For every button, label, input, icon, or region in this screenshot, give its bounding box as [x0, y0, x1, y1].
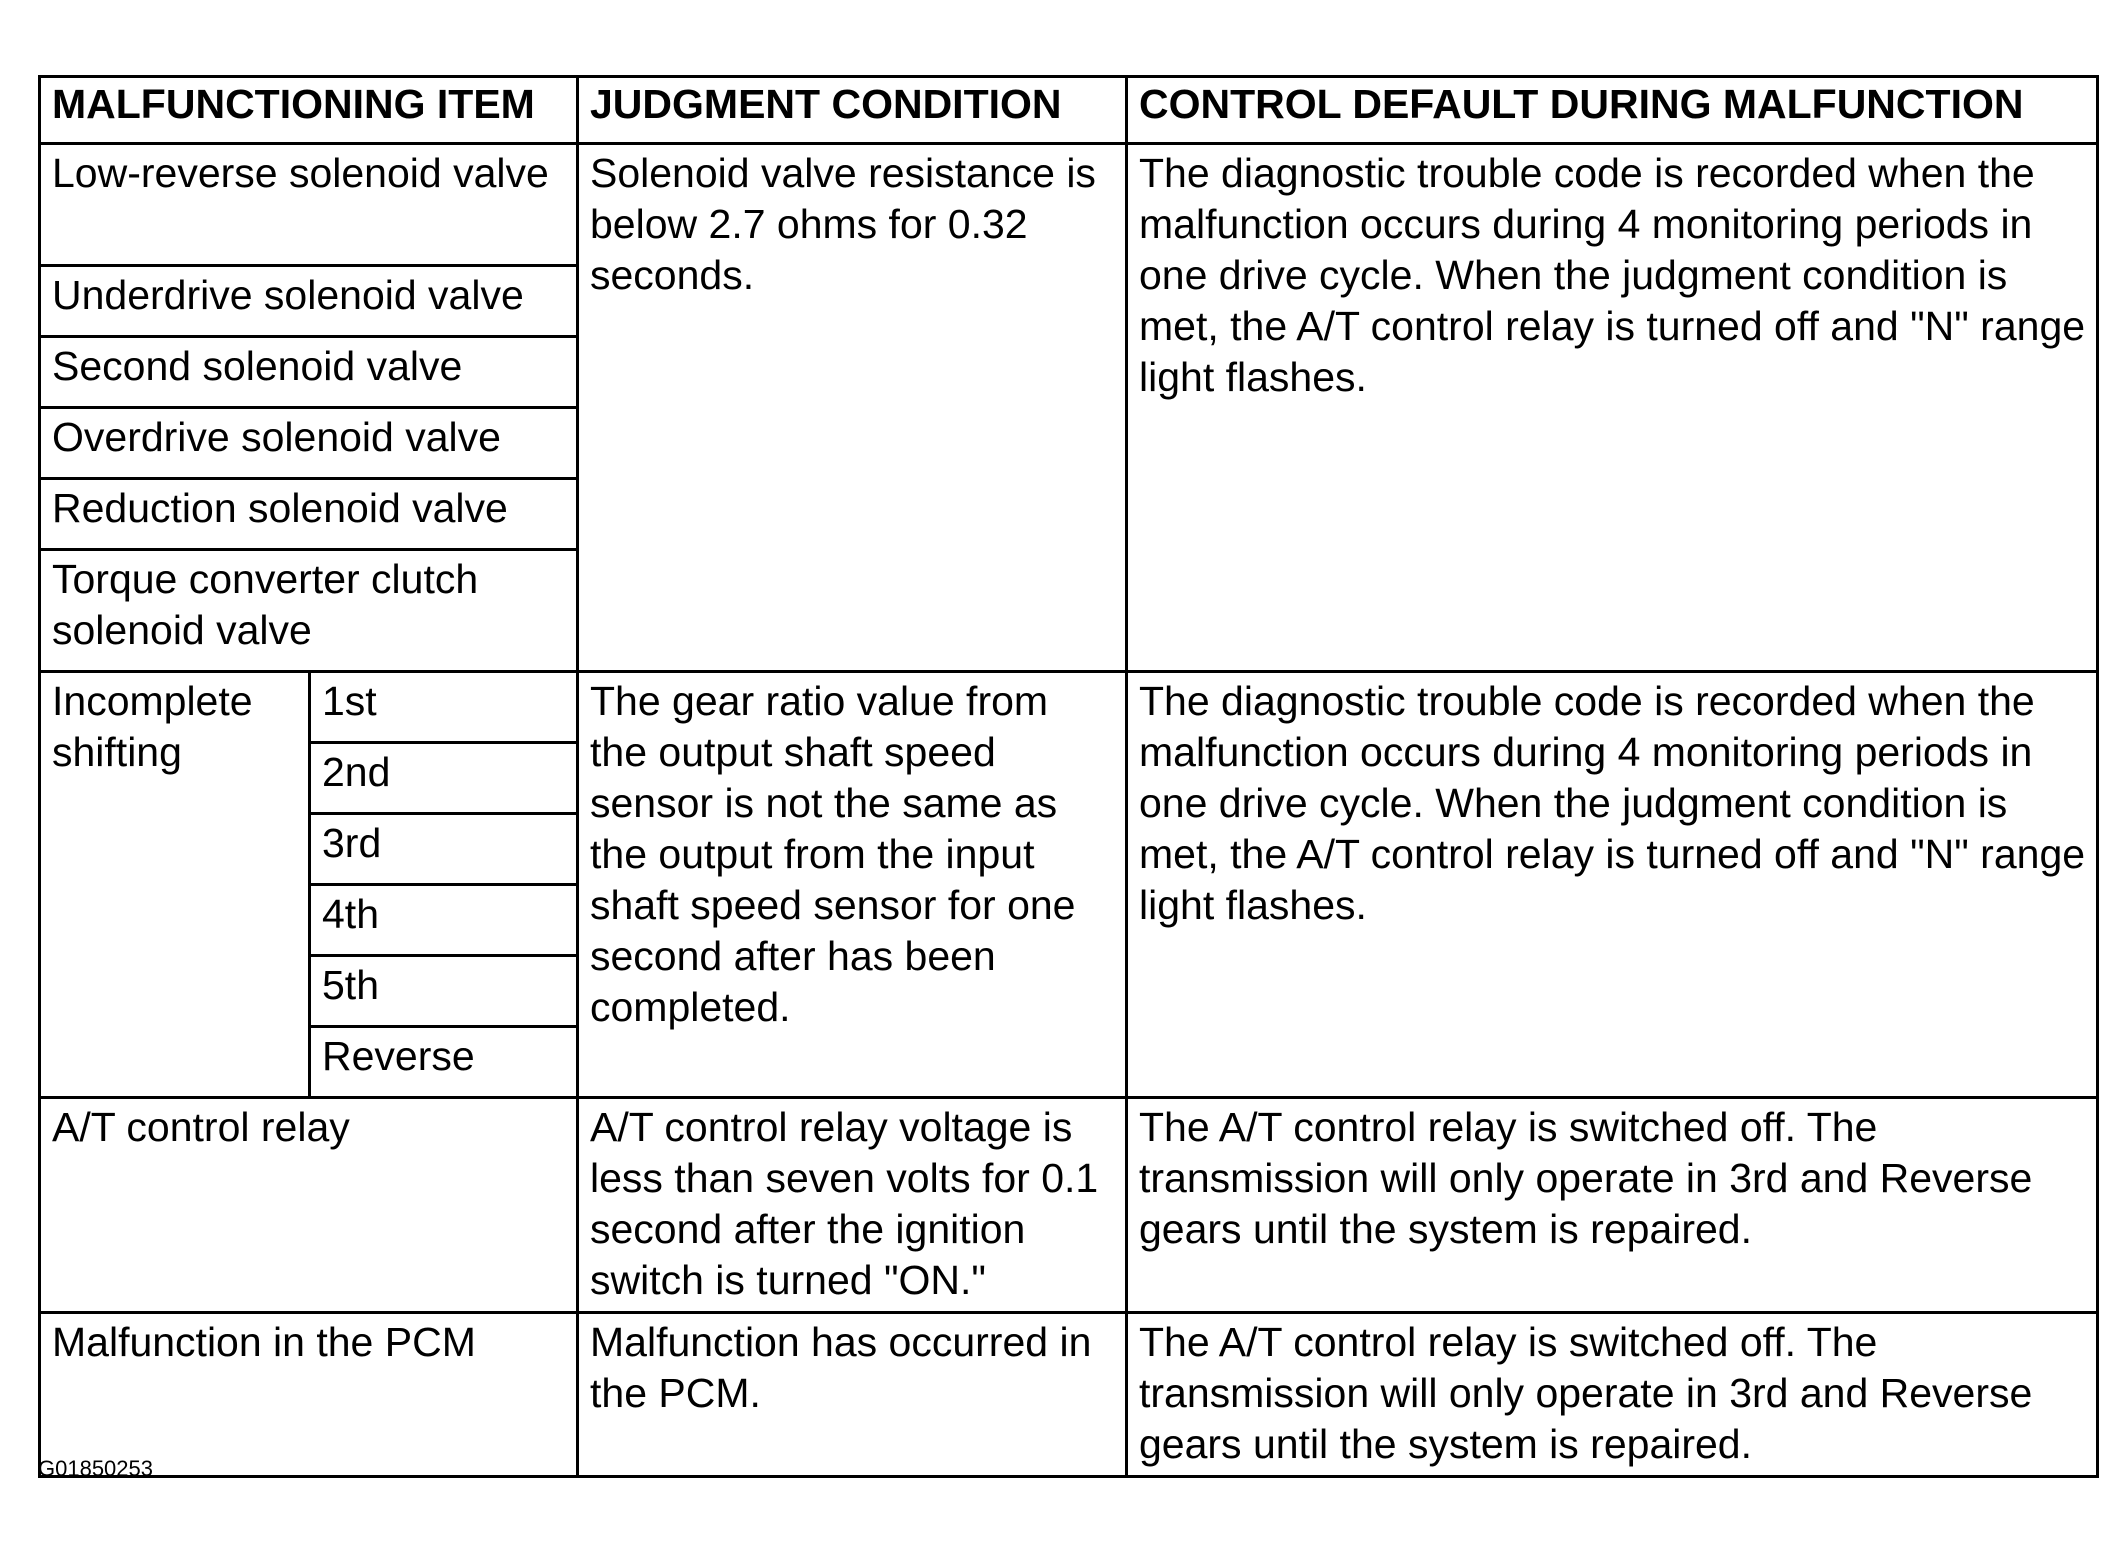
gear-4th: 4th — [310, 885, 578, 956]
table-row — [40, 144, 2098, 266]
item-low-reverse-solenoid: Low-reverse solenoid valve — [40, 144, 578, 266]
condition-relay-voltage: A/T control relay voltage is less than seven volts for 0.1 second after the ignition switch is turned "ON." — [578, 1098, 1127, 1313]
default-pcm: The A/T control relay is switched off. The transmission will only operate in 3rd and Reverse gears until the system is repaired. — [1127, 1313, 2098, 1477]
item-tcc-solenoid: Torque converter clutch solenoid valve — [40, 550, 578, 672]
table-row — [40, 1098, 2098, 1313]
gear-2nd: 2nd — [310, 743, 578, 814]
default-relay: The A/T control relay is switched off. The transmission will only operate in 3rd and Reverse gears until the system is repaired. — [1127, 1098, 2098, 1313]
table-row — [40, 672, 2098, 743]
header-malfunctioning-item: MALFUNCTIONING ITEM — [40, 77, 578, 144]
gear-reverse: Reverse — [310, 1027, 578, 1098]
header-judgment-condition: JUDGMENT CONDITION — [578, 77, 1127, 144]
gear-3rd: 3rd — [310, 814, 578, 885]
item-at-control-relay: A/T control relay — [40, 1098, 578, 1313]
figure-id: G01850253 — [38, 1456, 153, 1481]
item-incomplete-shifting: Incomplete shifting — [40, 672, 310, 1098]
gear-5th: 5th — [310, 956, 578, 1027]
default-shifting-group: The diagnostic trouble code is recorded when the malfunction occurs during 4 monitoring periods in one drive cycle. When the judgment condition is met, the A/T control relay is turned off and "N" range light flashes. — [1127, 672, 2098, 1098]
default-solenoid-group: The diagnostic trouble code is recorded when the malfunction occurs during 4 monitoring periods in one drive cycle. When the judgment condition is met, the A/T control relay is turned off and "N" range light flashes. — [1127, 144, 2098, 672]
table-row — [40, 1313, 2098, 1477]
header-control-default: CONTROL DEFAULT DURING MALFUNCTION — [1127, 77, 2098, 144]
malfunction-table — [38, 75, 2099, 1478]
gear-1st: 1st — [310, 672, 578, 743]
item-second-solenoid: Second solenoid valve — [40, 337, 578, 408]
item-pcm-malfunction: Malfunction in the PCM — [40, 1313, 578, 1477]
condition-gear-ratio: The gear ratio value from the output shaft speed sensor is not the same as the output from the input shaft speed sensor for one second after has been completed. — [578, 672, 1127, 1098]
item-underdrive-solenoid: Underdrive solenoid valve — [40, 266, 578, 337]
condition-pcm: Malfunction has occurred in the PCM. — [578, 1313, 1127, 1477]
condition-solenoid-resistance: Solenoid valve resistance is below 2.7 ohms for 0.32 seconds. — [578, 144, 1127, 672]
item-reduction-solenoid: Reduction solenoid valve — [40, 479, 578, 550]
header-row — [40, 77, 2098, 144]
item-overdrive-solenoid: Overdrive solenoid valve — [40, 408, 578, 479]
